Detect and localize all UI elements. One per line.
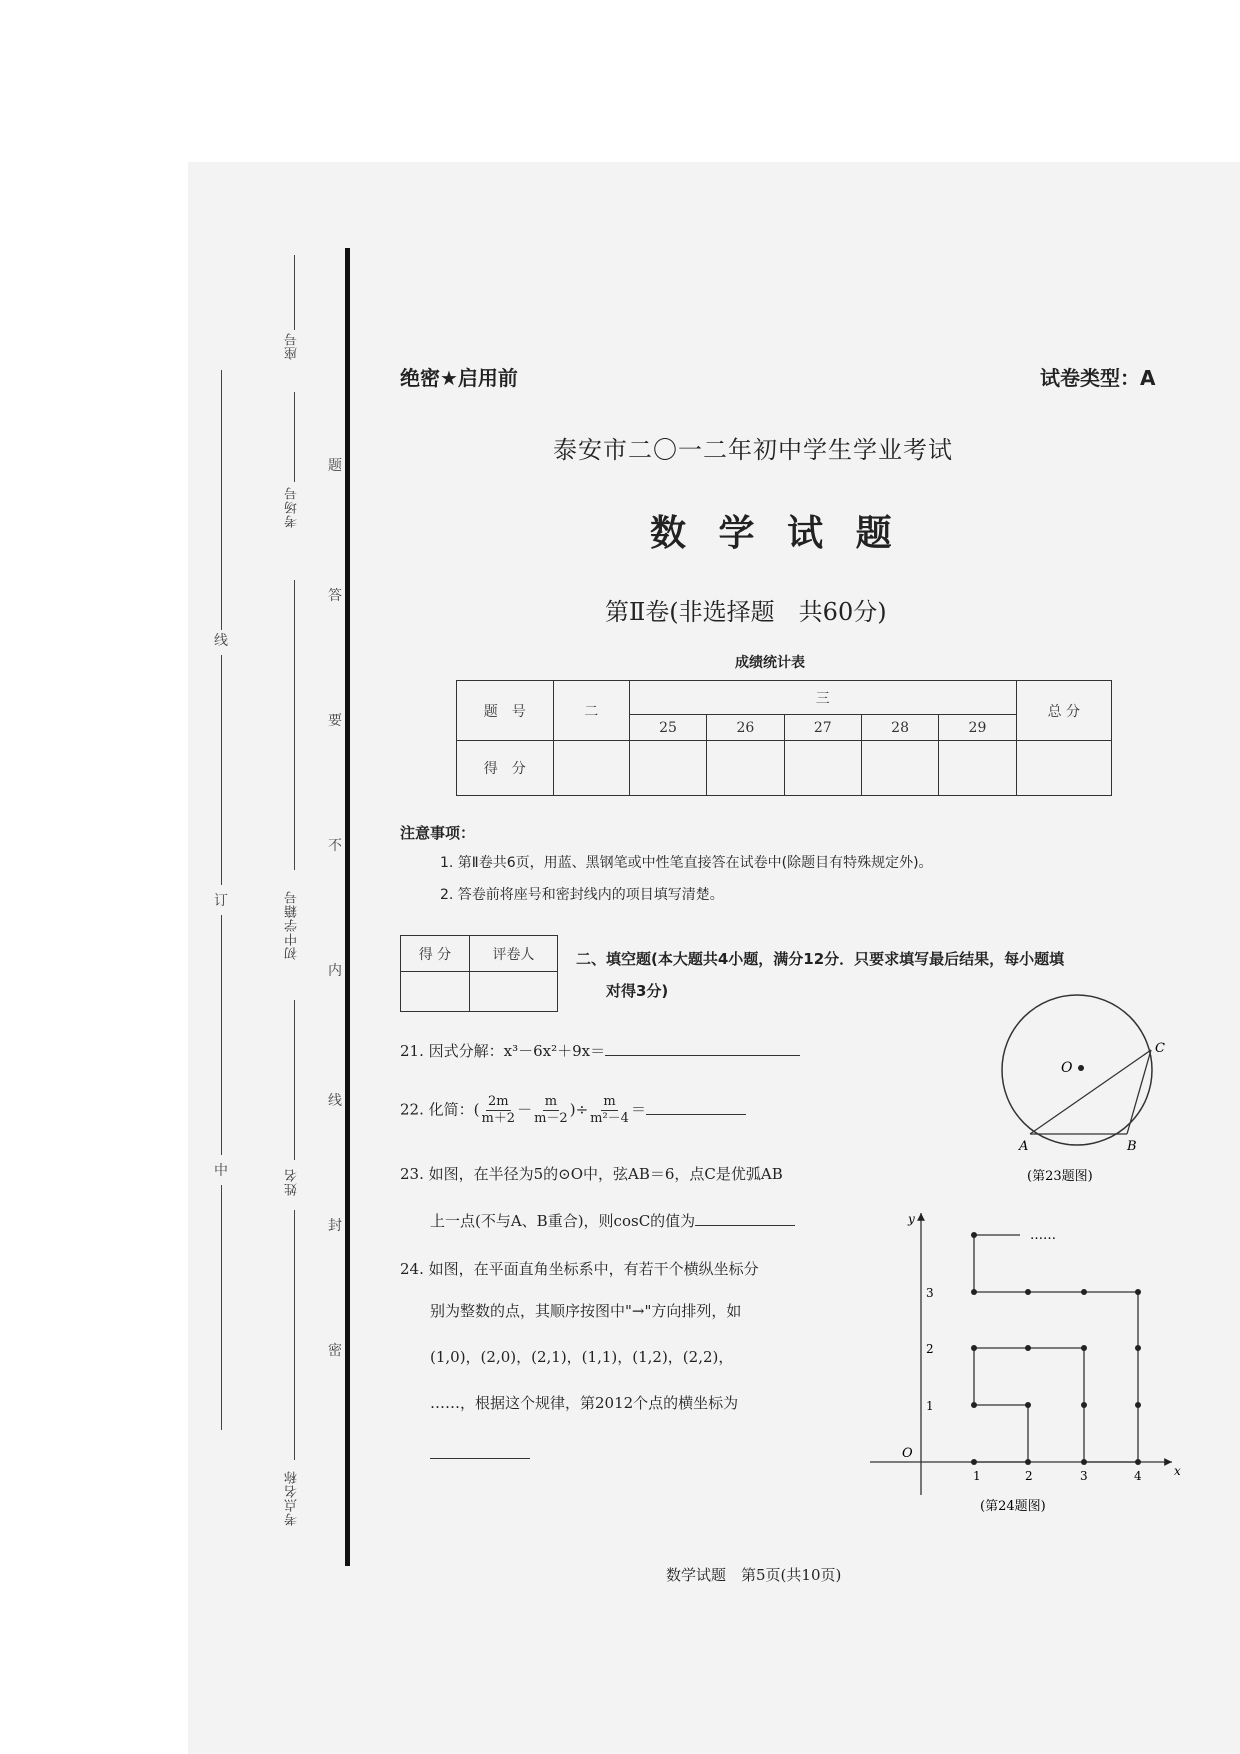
q22-answer-blank[interactable] (646, 1100, 746, 1115)
x-tick-label: 3 (1080, 1469, 1088, 1483)
question-24-line3: (1,0)，(2,0)，(2,1)，(1,1)，(1,2)，(2,2)， (430, 1348, 734, 1366)
exam-title: 泰安市二〇一二年初中学生学业考试 (553, 436, 953, 464)
warning-char: 答 (328, 588, 342, 604)
section-two-heading-cont: 对得3分) (606, 982, 669, 1000)
divide-sign: )÷ (569, 1100, 589, 1119)
label-a: A (1019, 1139, 1029, 1154)
warning-char: 线 (328, 1093, 342, 1109)
seal-line-segment (221, 655, 222, 885)
y-axis-label: y (908, 1212, 915, 1226)
grader-score-cell (401, 972, 470, 1012)
score-cell (861, 741, 938, 796)
chord-ac (1030, 1050, 1151, 1134)
note-item: 2. 答卷前将座号和密封线内的项目填写清楚。 (440, 887, 724, 903)
x-tick-label: 4 (1134, 1469, 1142, 1483)
score-cell (629, 741, 706, 796)
seal-char-zhong: 中 (214, 1163, 228, 1179)
circle-o (1002, 995, 1152, 1145)
grader-name-label: 评卷人 (469, 936, 557, 972)
seal-line-segment (221, 1185, 222, 1430)
question-24-line1: 24. 如图，在平面直角坐标系中，有若干个横纵坐标分 (400, 1260, 759, 1278)
minus-sign: － (517, 1100, 533, 1119)
question-23-line1: 23. 如图，在半径为5的⊙O中，弦AB＝6，点C是优弧AB (400, 1165, 783, 1183)
warning-char: 不 (328, 838, 342, 854)
seal-line-segment (221, 915, 222, 1155)
q22-text: 22. 化简：( (400, 1100, 480, 1119)
score-cell (553, 741, 629, 796)
origin-label: O (902, 1446, 913, 1461)
fraction-numerator: 2m (487, 1094, 509, 1109)
score-cell (939, 741, 1016, 796)
x-tick-label: 2 (1025, 1469, 1033, 1483)
grader-box (400, 935, 558, 1012)
score-table-caption: 成绩统计表 (735, 655, 805, 671)
name-label: 姓名 (285, 1168, 300, 1196)
center-o-dot (1078, 1065, 1084, 1071)
section-two-heading: 二、填空题(本大题共4小题，满分12分．只要求填写最后结果，每小题填 (576, 950, 1065, 968)
paper-type: 试卷类型：A (1040, 366, 1156, 390)
question-24-line2: 别为整数的点，其顺序按图中"→"方向排列，如 (430, 1302, 742, 1320)
subject-title: 数 学 试 题 (650, 513, 902, 554)
figure-23 (995, 1000, 1185, 1190)
section-title: 第Ⅱ卷(非选择题 共60分) (605, 598, 887, 626)
fig23-caption: (第23题图) (1027, 1169, 1093, 1184)
warning-char: 封 (328, 1218, 342, 1234)
equals-sign: ＝ (630, 1100, 646, 1119)
fraction (590, 1094, 629, 1127)
fraction-denominator: m＋2 (481, 1111, 516, 1126)
fraction-numerator: m (544, 1094, 558, 1109)
score-row-label: 得 分 (457, 741, 554, 796)
exam-site-label: 考点名称 (285, 1470, 300, 1526)
fraction-denominator: m²－4 (590, 1111, 629, 1126)
name-underline (294, 1000, 295, 1160)
x-axis-label: x (1174, 1464, 1181, 1478)
fraction-numerator: m (603, 1094, 616, 1109)
note-item: 1. 第Ⅱ卷共6页，用蓝、黑钢笔或中性笔直接答在试卷中(除题目有特殊规定外)。 (440, 855, 933, 871)
score-cell (707, 741, 784, 796)
section-three-header: 三 (629, 681, 1016, 715)
fraction-denominator: m－2 (534, 1111, 568, 1126)
score-cell (784, 741, 861, 796)
fraction (481, 1094, 515, 1127)
label-o: O (1061, 1060, 1073, 1076)
total-header: 总 分 (1016, 681, 1111, 741)
q21-text: 21. 因式分解：x³－6x²＋9x＝ (400, 1042, 606, 1060)
exam-room-label: 考场号 (285, 486, 300, 528)
section-two-header: 二 (553, 681, 629, 741)
warning-char: 内 (328, 963, 342, 979)
page-footer: 数学试题 第5页(共10页) (666, 1566, 842, 1584)
question-23-line2 (430, 1210, 795, 1231)
q23-answer-blank[interactable] (695, 1211, 795, 1226)
y-tick-label: 2 (926, 1342, 934, 1356)
student-id-underline (294, 580, 295, 870)
grader-score-label: 得 分 (401, 936, 470, 972)
score-table (456, 680, 1112, 796)
grader-name-cell (469, 972, 557, 1012)
seal-line-segment (221, 370, 222, 630)
y-tick-label: 3 (926, 1286, 934, 1300)
q23-text: 上一点(不与A、B重合)，则cosC的值为 (430, 1212, 696, 1230)
secret-label: 绝密★启用前 (400, 366, 518, 390)
fraction (534, 1094, 568, 1127)
chord-bc (1127, 1050, 1151, 1134)
question-22 (400, 1094, 746, 1127)
question-24-line4: ……，根据这个规律，第2012个点的横坐标为 (430, 1394, 739, 1412)
q21-answer-blank[interactable] (605, 1041, 800, 1056)
continuation-dots: …… (1030, 1228, 1056, 1243)
seat-no-underline (294, 255, 295, 330)
warning-char: 题 (328, 458, 342, 474)
spiral-path (974, 1235, 1138, 1462)
y-tick-label: 1 (926, 1399, 934, 1413)
q28-header: 28 (861, 715, 938, 741)
q25-header: 25 (629, 715, 706, 741)
seal-char-ding: 订 (214, 893, 228, 909)
q24-answer-blank[interactable] (430, 1458, 530, 1459)
label-c: C (1155, 1041, 1165, 1056)
student-id-label: 初中学籍号 (285, 890, 300, 960)
notes-title: 注意事项： (400, 824, 476, 842)
seat-no-label: 座号 (285, 332, 300, 360)
warning-char: 密 (328, 1343, 342, 1359)
binding-rule (345, 248, 350, 1566)
figure-24 (870, 1205, 1180, 1535)
q27-header: 27 (784, 715, 861, 741)
exam-site-underline (294, 1210, 295, 1460)
fig24-caption: (第24题图) (980, 1499, 1046, 1514)
label-b: B (1127, 1139, 1137, 1154)
q26-header: 26 (707, 715, 784, 741)
seal-char-xian: 线 (214, 633, 228, 649)
exam-room-underline (294, 392, 295, 482)
score-cell (1016, 741, 1111, 796)
question-no-header: 题 号 (457, 681, 554, 741)
x-tick-label: 1 (973, 1469, 981, 1483)
question-21 (400, 1040, 800, 1061)
q29-header: 29 (939, 715, 1016, 741)
warning-char: 要 (328, 713, 342, 729)
